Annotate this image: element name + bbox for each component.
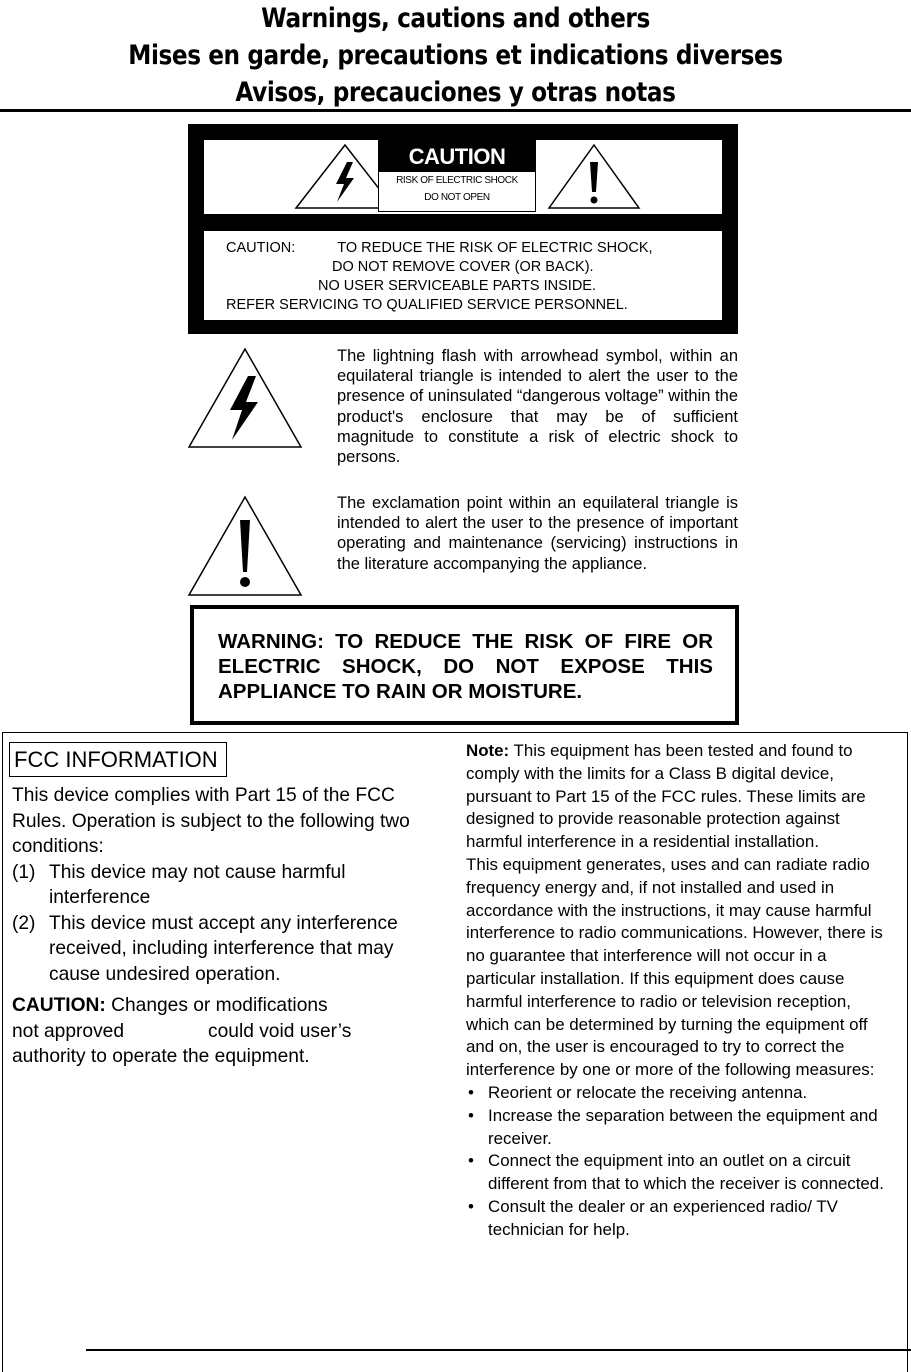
- fcc-measures-list: [466, 1082, 896, 1242]
- fcc-note-lead: Note:: [466, 741, 510, 760]
- lightning-symbol-icon: [186, 346, 304, 450]
- exclamation-symbol-icon: [186, 494, 304, 598]
- fcc-measure-2: Increase the separation between the equipment and receiver.: [488, 1105, 878, 1148]
- fcc-measure-3: Connect the equipment into an outlet on a circuit different from that to which the receiver is connected.: [488, 1151, 884, 1194]
- fcc-note: [466, 740, 896, 854]
- fcc-heading: FCC INFORMATION: [9, 742, 227, 777]
- fcc-condition-1-text: This device may not cause harmful interference: [49, 861, 346, 908]
- fcc-condition-2-num: (2): [12, 912, 36, 934]
- title-french: Mises en garde, precautions et indications diverses: [128, 40, 783, 71]
- caution-label-line1: RISK OF ELECTRIC SHOCK: [396, 175, 518, 186]
- caution-label-title: CAUTION: [379, 141, 535, 172]
- bullet: •: [468, 1196, 474, 1216]
- caution-panel: [188, 124, 738, 334]
- fcc-condition-1: [12, 860, 442, 911]
- list-item: [466, 1105, 896, 1151]
- caution-text-panel: [204, 231, 722, 320]
- list-item: [466, 1082, 896, 1105]
- exclamation-triangle-icon: [546, 142, 642, 210]
- title-spanish: Avisos, precauciones y otras notas: [235, 77, 676, 108]
- caution-line3: NO USER SERVICEABLE PARTS INSIDE.: [318, 278, 596, 294]
- fcc-caution: [12, 993, 442, 1070]
- fcc-generates: This equipment generates, uses and can radiate radio frequency energy and, if not installed and used in accordance with the instructions, it may cause harmful interference to radio communications. However, there is no guarantee that interference will not occur in a particular installation. If this equipment does cause harmful interference to radio or television reception, which can be determined by turning the equipment off and on, the user is encouraged to try to correct the interference by one or more of the following measures:: [466, 854, 883, 1080]
- fcc-measure-1: Reorient or relocate the receiving antenna.: [488, 1082, 808, 1102]
- fcc-caution-line2b: could void user’s: [208, 1020, 352, 1042]
- fcc-left-column: [12, 783, 442, 1070]
- fcc-measure-4: Consult the dealer or an experienced radio/ TV technician for help.: [488, 1196, 838, 1239]
- fcc-caution-line1: Changes or modifications: [105, 995, 328, 1016]
- caution-label-line2: DO NOT OPEN: [424, 192, 490, 203]
- bullet: •: [468, 1082, 474, 1102]
- bottom-divider: [86, 1349, 911, 1351]
- fcc-condition-1-num: (1): [12, 861, 36, 883]
- caution-line1: TO REDUCE THE RISK OF ELECTRIC SHOCK,: [337, 240, 653, 256]
- caution-line4: REFER SERVICING TO QUALIFIED SERVICE PERSONNEL.: [226, 297, 628, 313]
- warning-box: [190, 605, 739, 725]
- fcc-right-column: [466, 740, 896, 1242]
- fcc-caution-line3: authority to operate the equipment.: [12, 1046, 310, 1067]
- caution-label-box: [378, 140, 536, 212]
- warning-text: WARNING: TO REDUCE THE RISK OF FIRE OR ELECTRIC SHOCK, DO NOT EXPOSE THIS APPLIANCE TO RAIN OR MOISTURE.: [218, 630, 713, 703]
- bullet: •: [468, 1151, 474, 1171]
- caution-symbol-row: [204, 140, 722, 214]
- fcc-caution-line2: not approved: [12, 1020, 125, 1042]
- exclamation-description: The exclamation point within an equilateral triangle is intended to alert the user to the presence of important operating and maintenance (servicing) instructions in the literature accompanying the appliance.: [337, 494, 738, 573]
- page-titles: [0, 0, 911, 111]
- fcc-caution-lead: CAUTION:: [12, 995, 106, 1016]
- list-item: [466, 1150, 896, 1196]
- fcc-condition-2: [12, 911, 442, 988]
- title-divider: [0, 109, 911, 112]
- caution-text: [204, 239, 722, 315]
- title-english: Warnings, cautions and others: [261, 3, 650, 34]
- caution-line2: DO NOT REMOVE COVER (OR BACK).: [332, 259, 594, 275]
- fcc-intro: This device complies with Part 15 of the FCC Rules. Operation is subject to the following two conditions:: [12, 785, 410, 857]
- caution-lead: CAUTION:: [226, 240, 296, 256]
- fcc-condition-2-text: This device must accept any interference received, including interference that may cause undesired operation.: [49, 912, 398, 985]
- bullet: •: [468, 1105, 474, 1125]
- fcc-note-text: This equipment has been tested and found to comply with the limits for a Class B digital device, pursuant to Part 15 of the FCC rules. These limits are designed to provide reasonable protection against harmful interference in a residential installation.: [466, 741, 866, 852]
- list-item: [466, 1196, 896, 1242]
- lightning-description: The lightning flash with arrowhead symbol, within an equilateral triangle is intended to alert the user to the presence of uninsulated “dangerous voltage” within the product's enclosure that may be of sufficient magnitude to constitute a risk of electric shock to persons.: [337, 347, 738, 467]
